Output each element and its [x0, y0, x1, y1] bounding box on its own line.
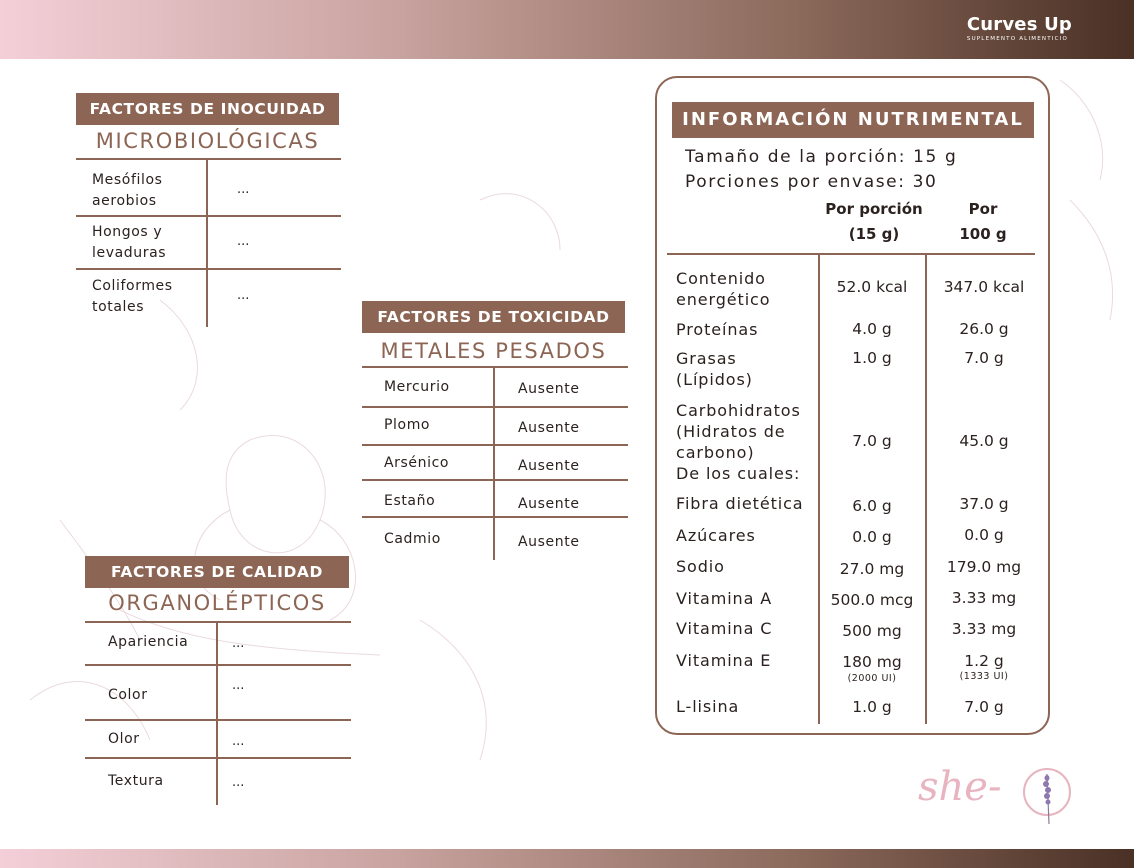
lavender-sprig-icon — [1020, 766, 1076, 826]
table-divider — [216, 623, 218, 805]
nutrition-row-label: Proteínas — [676, 320, 759, 339]
nutrition-title: INFORMACIÓN NUTRIMENTAL — [672, 102, 1034, 138]
toxicidad-subtitle: METALES PESADOS — [380, 339, 607, 363]
nutrition-value-serving: 1.0 g — [852, 349, 892, 367]
she-logo-text: she- — [918, 764, 1002, 810]
table-rule — [85, 757, 351, 759]
table-rule — [76, 158, 341, 160]
table-rule — [362, 366, 628, 368]
nutrition-value-100g: 3.33 mg — [951, 620, 1017, 638]
nutrition-value-100g: 26.0 g — [959, 320, 1009, 338]
table-row-label: Cadmio — [384, 531, 441, 547]
nutrition-row-label: Grasas (Lípidos) — [676, 349, 753, 389]
servings-per-container: Porciones por envase: 30 — [685, 172, 938, 192]
table-rule — [85, 664, 351, 666]
table-row-value: Ausente — [518, 381, 580, 397]
table-divider — [493, 368, 495, 560]
table-row-value: Ausente — [518, 458, 580, 474]
nutrition-rule — [667, 253, 1035, 255]
nutrition-note-100g: (1333 UI) — [959, 671, 1009, 682]
nutrition-value-serving: 6.0 g — [852, 497, 892, 515]
table-rule — [76, 268, 341, 270]
table-row-label: Plomo — [384, 417, 431, 433]
table-row-label: Apariencia — [108, 634, 189, 650]
nutrition-value-serving: 180 mg — [842, 653, 902, 671]
calidad-subtitle: ORGANOLÉPTICOS — [108, 591, 326, 615]
microbiologicas-title: FACTORES DE INOCUIDAD — [76, 93, 339, 125]
toxicidad-title: FACTORES DE TOXICIDAD — [362, 301, 625, 333]
table-row-value: Ausente — [518, 420, 580, 436]
table-rule — [362, 406, 628, 408]
table-row-value: ... — [232, 775, 245, 790]
nutrition-value-100g: 347.0 kcal — [943, 278, 1025, 296]
nutrition-row-label: Fibra dietética — [676, 494, 804, 513]
nutrition-value-serving: 52.0 kcal — [836, 278, 908, 296]
table-divider — [206, 160, 208, 327]
column-header-per-serving: Por porción (15 g) — [825, 200, 923, 243]
calidad-title: FACTORES DE CALIDAD — [85, 556, 349, 588]
nutrition-row-label: Sodio — [676, 557, 725, 576]
table-rule — [85, 621, 351, 623]
table-row-value: Ausente — [518, 534, 580, 550]
footer-band — [0, 849, 1134, 868]
nutrition-note-serving: (2000 UI) — [847, 673, 897, 684]
nutrition-value-100g: 179.0 mg — [946, 558, 1022, 576]
nutrition-value-100g: 0.0 g — [964, 526, 1004, 544]
serving-size: Tamaño de la porción: 15 g — [685, 147, 958, 167]
nutrition-value-100g: 3.33 mg — [951, 589, 1017, 607]
table-rule — [362, 444, 628, 446]
table-row-value: ... — [237, 288, 250, 303]
nutrition-row-label: Vitamina A — [676, 589, 773, 608]
table-row-label: Coliformes totales — [92, 278, 173, 315]
table-row-value: ... — [237, 234, 250, 249]
brand-name: Curves Up — [966, 14, 1072, 35]
brand-subtitle: SUPLEMENTO ALIMENTICIO — [966, 36, 1068, 42]
nutrition-value-100g: 37.0 g — [959, 495, 1009, 513]
nutrition-row-label: Vitamina C — [676, 619, 773, 638]
nutrition-row-label: Contenido energético — [676, 269, 771, 309]
table-rule — [85, 719, 351, 721]
table-row-label: Mercurio — [384, 379, 450, 395]
nutrition-value-serving: 500 mg — [842, 622, 902, 640]
table-row-label: Color — [108, 687, 148, 703]
table-row-value: ... — [232, 734, 245, 749]
nutrition-row-label: Carbohidratos (Hidratos de carbono) De los cuales: — [676, 401, 801, 483]
table-row-label: Mesófilos aerobios — [92, 172, 163, 209]
table-row-value: ... — [237, 182, 250, 197]
table-rule — [362, 479, 628, 481]
table-row-label: Arsénico — [384, 455, 450, 471]
table-row-value: Ausente — [518, 496, 580, 512]
table-rule — [76, 215, 341, 217]
table-row-label: Olor — [108, 731, 140, 747]
nutrition-value-100g: 45.0 g — [959, 432, 1009, 450]
nutrition-value-100g: 7.0 g — [964, 349, 1004, 367]
table-row-label: Textura — [108, 773, 164, 789]
nutrition-value-serving: 500.0 mcg — [830, 591, 914, 609]
nutrition-value-100g: 1.2 g — [964, 652, 1004, 670]
nutrition-value-serving: 27.0 mg — [839, 560, 905, 578]
nutrition-value-serving: 0.0 g — [852, 528, 892, 546]
column-header-per-100g: Por 100 g — [959, 200, 1007, 243]
nutrition-row-label: Azúcares — [676, 526, 756, 545]
nutrition-row-label: L-lisina — [676, 697, 740, 716]
nutrition-value-serving: 1.0 g — [852, 698, 892, 716]
microbiologicas-subtitle: MICROBIOLÓGICAS — [95, 129, 320, 153]
nutrition-value-100g: 7.0 g — [964, 698, 1004, 716]
nutrition-value-serving: 7.0 g — [852, 432, 892, 450]
nutrition-row-label: Vitamina E — [676, 651, 772, 670]
nutrition-value-serving: 4.0 g — [852, 320, 892, 338]
table-row-value: ... — [232, 678, 245, 693]
table-row-value: ... — [232, 636, 245, 651]
table-rule — [362, 516, 628, 518]
table-row-label: Hongos y levaduras — [92, 224, 167, 261]
table-row-label: Estaño — [384, 493, 436, 509]
